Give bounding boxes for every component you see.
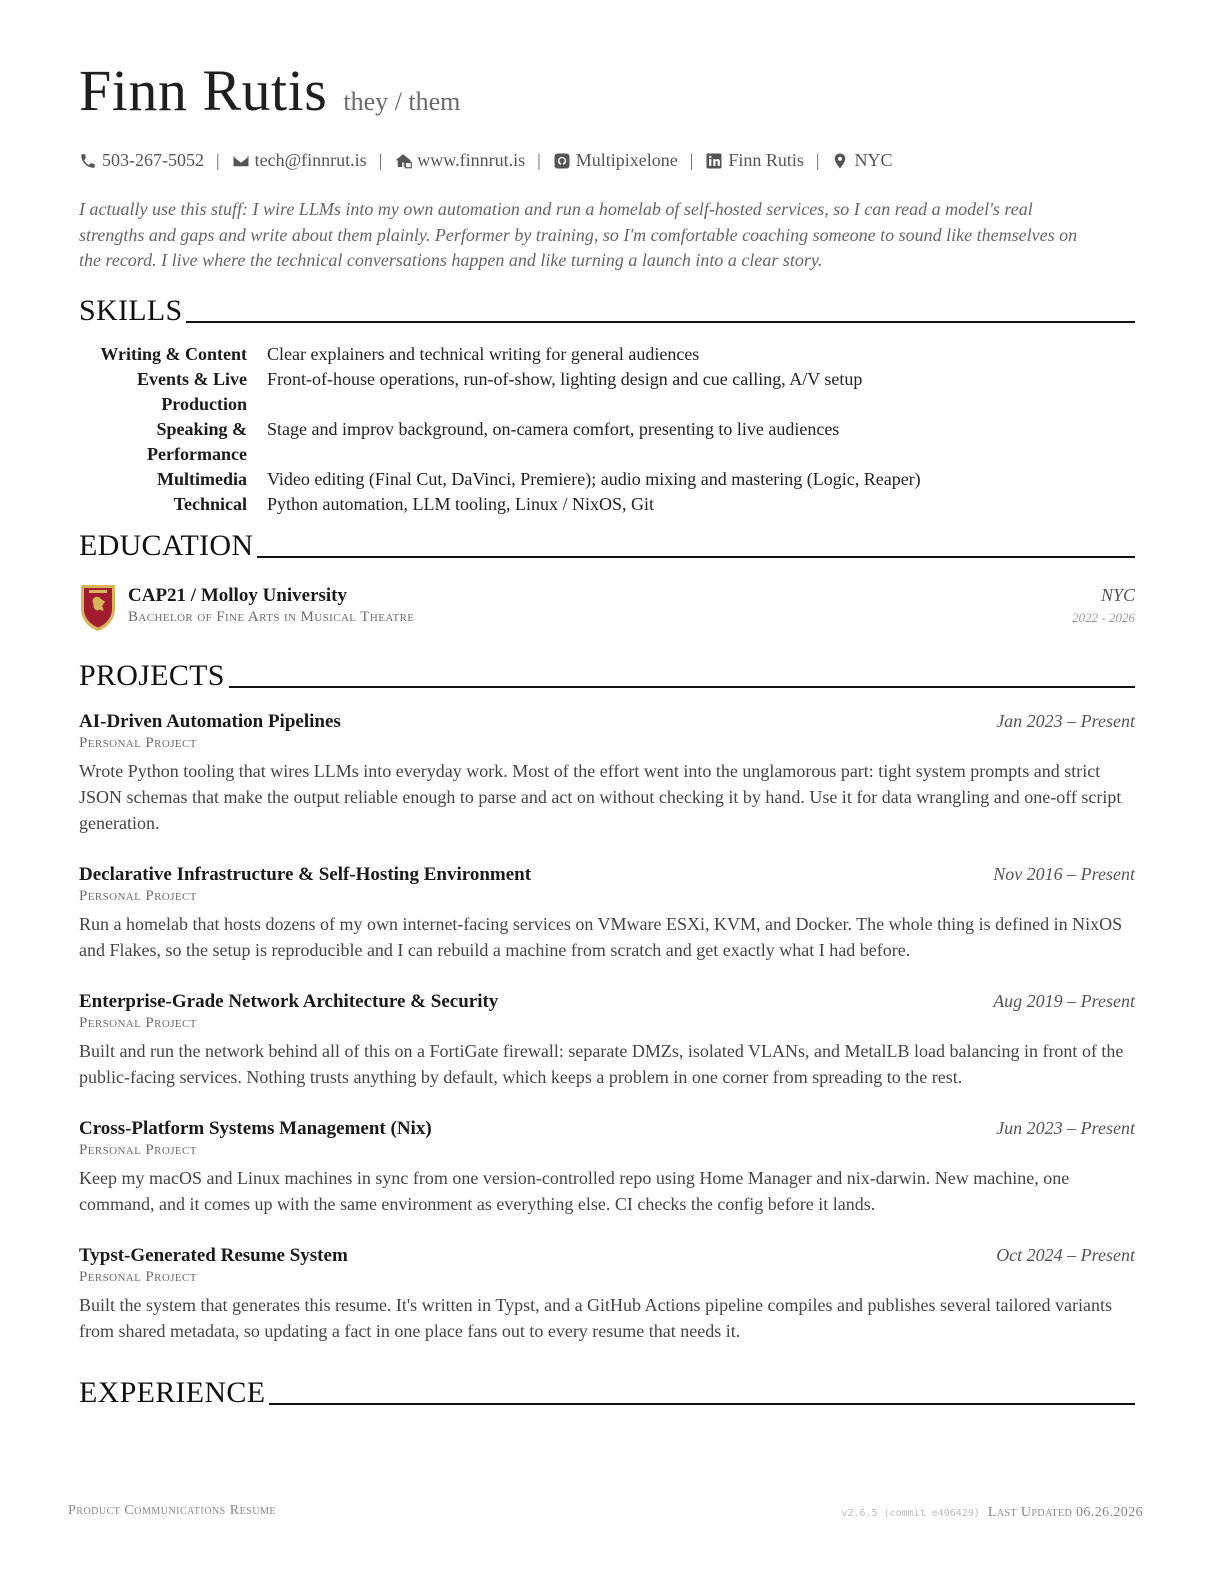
contact-separator: | bbox=[815, 150, 820, 170]
university-crest-icon bbox=[79, 583, 117, 633]
project-description: Keep my macOS and Linux machines in sync from one version-controlled repo using Home Manager and nix-darwin. New machine, one command, and it comes up with the same environment as everything else. CI checks the config before it lands. bbox=[79, 1167, 1070, 1214]
education-section-header bbox=[79, 528, 1135, 562]
contact-separator: | bbox=[216, 150, 220, 170]
section-title: PROJECTS bbox=[79, 658, 225, 692]
footer-updated: Last Updated 06.26.2026 bbox=[987, 1505, 1143, 1520]
project-entry bbox=[79, 711, 1135, 836]
projects-list bbox=[79, 711, 1135, 1356]
contact-website[interactable] bbox=[394, 150, 525, 171]
section-title: SKILLS bbox=[79, 293, 183, 327]
location-pin-icon bbox=[831, 152, 849, 170]
education-entry bbox=[79, 583, 1135, 633]
contact-separator: | bbox=[689, 150, 694, 170]
project-description: Built the system that generates this resume. It's written in Typst, and a GitHub Actions pipeline compiles and publishes several tailored variants from shared metadata, so updating a fact in one place fans out to every resume that needs it. bbox=[79, 1294, 1112, 1341]
skill-row bbox=[79, 467, 1135, 492]
degree: Bachelor of Fine Arts in Musical Theatre bbox=[128, 608, 415, 625]
experience-section-header bbox=[79, 1375, 1135, 1409]
project-description: Built and run the network behind all of this on a FortiGate firewall: separate DMZs, isolated VLANs, and MetalLB load balancing in front of the public-facing services. Nothing trusts anything by default, which keeps a problem in one corner from spreading to the rest. bbox=[79, 1040, 1124, 1087]
summary: I actually use this stuff: I wire LLMs into my own automation and run a homelab of self-hosted services, so I can read a model's real strengths and gaps and write about them plainly. Performer by training, so I'm comfortable coaching someone to sound like themselves on the record. I live where the technical conversations happen and like turning a launch into a clear story. bbox=[79, 199, 1078, 270]
skill-category: Technical bbox=[173, 493, 247, 514]
github-text: Multipixelone bbox=[575, 150, 678, 170]
skill-value: Python automation, LLM tooling, Linux / NixOS, Git bbox=[267, 493, 654, 514]
section-title: EDUCATION bbox=[79, 528, 254, 562]
person-name: Finn Rutis bbox=[79, 58, 328, 123]
resume-page bbox=[79, 58, 1135, 1409]
skill-row bbox=[79, 342, 1135, 367]
envelope-icon bbox=[232, 152, 250, 170]
linkedin-text: Finn Rutis bbox=[728, 150, 804, 170]
footer-meta bbox=[841, 1505, 1143, 1521]
project-description: Wrote Python tooling that wires LLMs into everyday work. Most of the effort went into the unglamorous part: tight system prompts and strict JSON schemas that make the output reliable enough to parse and act on without checking it by hand. Use it for data wrangling and one-off script generation. bbox=[79, 760, 1122, 833]
project-entry bbox=[79, 1118, 1135, 1217]
home-network-icon bbox=[394, 152, 412, 170]
project-type: Personal Project bbox=[79, 1268, 197, 1285]
contact-phone[interactable] bbox=[79, 150, 204, 171]
skill-row bbox=[79, 492, 1135, 517]
project-entry bbox=[79, 1245, 1135, 1344]
section-rule bbox=[186, 321, 1135, 323]
projects-section-header bbox=[79, 658, 1135, 692]
linkedin-icon bbox=[705, 152, 723, 170]
skill-category: Multimedia bbox=[157, 468, 247, 489]
footer-version: v2.6.5 (commit e406429) bbox=[841, 1508, 980, 1519]
skill-category: Writing & Content bbox=[100, 343, 247, 364]
location-text: NYC bbox=[854, 150, 893, 170]
project-dates: Jun 2023 – Present bbox=[996, 1117, 1135, 1138]
skill-value: Stage and improv background, on-camera comfort, presenting to live audiences bbox=[267, 418, 840, 439]
email-text: tech@finnrut.is bbox=[254, 150, 367, 170]
skill-value: Front-of-house operations, run-of-show, lighting design and cue calling, A/V setup bbox=[267, 368, 863, 389]
project-dates: Jan 2023 – Present bbox=[996, 710, 1135, 731]
skill-value: Clear explainers and technical writing for general audiences bbox=[267, 343, 700, 364]
project-title: Enterprise-Grade Network Architecture & Security bbox=[79, 990, 499, 1012]
contact-location bbox=[831, 150, 892, 171]
project-type: Personal Project bbox=[79, 1141, 197, 1158]
section-title: EXPERIENCE bbox=[79, 1375, 266, 1409]
header bbox=[79, 58, 1135, 132]
project-entry bbox=[79, 991, 1135, 1090]
contact-bar bbox=[79, 150, 1135, 171]
section-rule bbox=[269, 1403, 1135, 1405]
skills-list bbox=[79, 342, 1135, 517]
skill-value: Video editing (Final Cut, DaVinci, Premiere); audio mixing and mastering (Logic, Reaper) bbox=[267, 468, 921, 489]
education-location: NYC bbox=[1100, 584, 1135, 605]
contact-github[interactable] bbox=[553, 150, 678, 171]
project-dates: Aug 2019 – Present bbox=[993, 990, 1135, 1011]
project-type: Personal Project bbox=[79, 734, 197, 751]
github-icon bbox=[553, 152, 571, 170]
skill-category: Events & Live Production bbox=[137, 368, 247, 414]
project-dates: Nov 2016 – Present bbox=[993, 863, 1135, 884]
contact-linkedin[interactable] bbox=[705, 150, 804, 171]
project-title: Typst-Generated Resume System bbox=[79, 1244, 348, 1266]
project-title: Cross-Platform Systems Management (Nix) bbox=[79, 1117, 432, 1139]
skill-row bbox=[79, 367, 1135, 417]
education-dates: 2022 - 2026 bbox=[1072, 609, 1135, 625]
skills-section-header bbox=[79, 293, 1135, 327]
project-type: Personal Project bbox=[79, 1014, 197, 1031]
project-title: AI-Driven Automation Pipelines bbox=[79, 710, 341, 732]
school-name: CAP21 / Molloy University bbox=[128, 584, 348, 606]
footer-resume-type: Product Communications Resume bbox=[68, 1503, 276, 1518]
project-type: Personal Project bbox=[79, 887, 197, 904]
pronouns: they / them bbox=[343, 87, 461, 116]
education-meta bbox=[1072, 583, 1135, 626]
contact-email[interactable] bbox=[232, 150, 367, 171]
website-text: www.finnrut.is bbox=[417, 150, 526, 170]
phone-text: 503-267-5052 bbox=[102, 150, 204, 170]
project-dates: Oct 2024 – Present bbox=[996, 1244, 1135, 1265]
contact-separator: | bbox=[537, 150, 541, 170]
project-title: Declarative Infrastructure & Self-Hosting Environment bbox=[79, 863, 532, 885]
skill-category: Speaking & Performance bbox=[147, 418, 247, 464]
phone-icon bbox=[79, 152, 97, 170]
skill-row bbox=[79, 417, 1135, 467]
contact-separator: | bbox=[378, 150, 383, 170]
project-entry bbox=[79, 864, 1135, 963]
project-description: Run a homelab that hosts dozens of my own internet-facing services on VMware ESXi, KVM, and Docker. The whole thing is defined in NixOS and Flakes, so the setup is reproducible and I can rebuild a machine from scratch and get exactly what I had before. bbox=[79, 913, 1123, 960]
section-rule bbox=[257, 556, 1135, 558]
section-rule bbox=[229, 686, 1135, 688]
education-main bbox=[128, 583, 1072, 626]
